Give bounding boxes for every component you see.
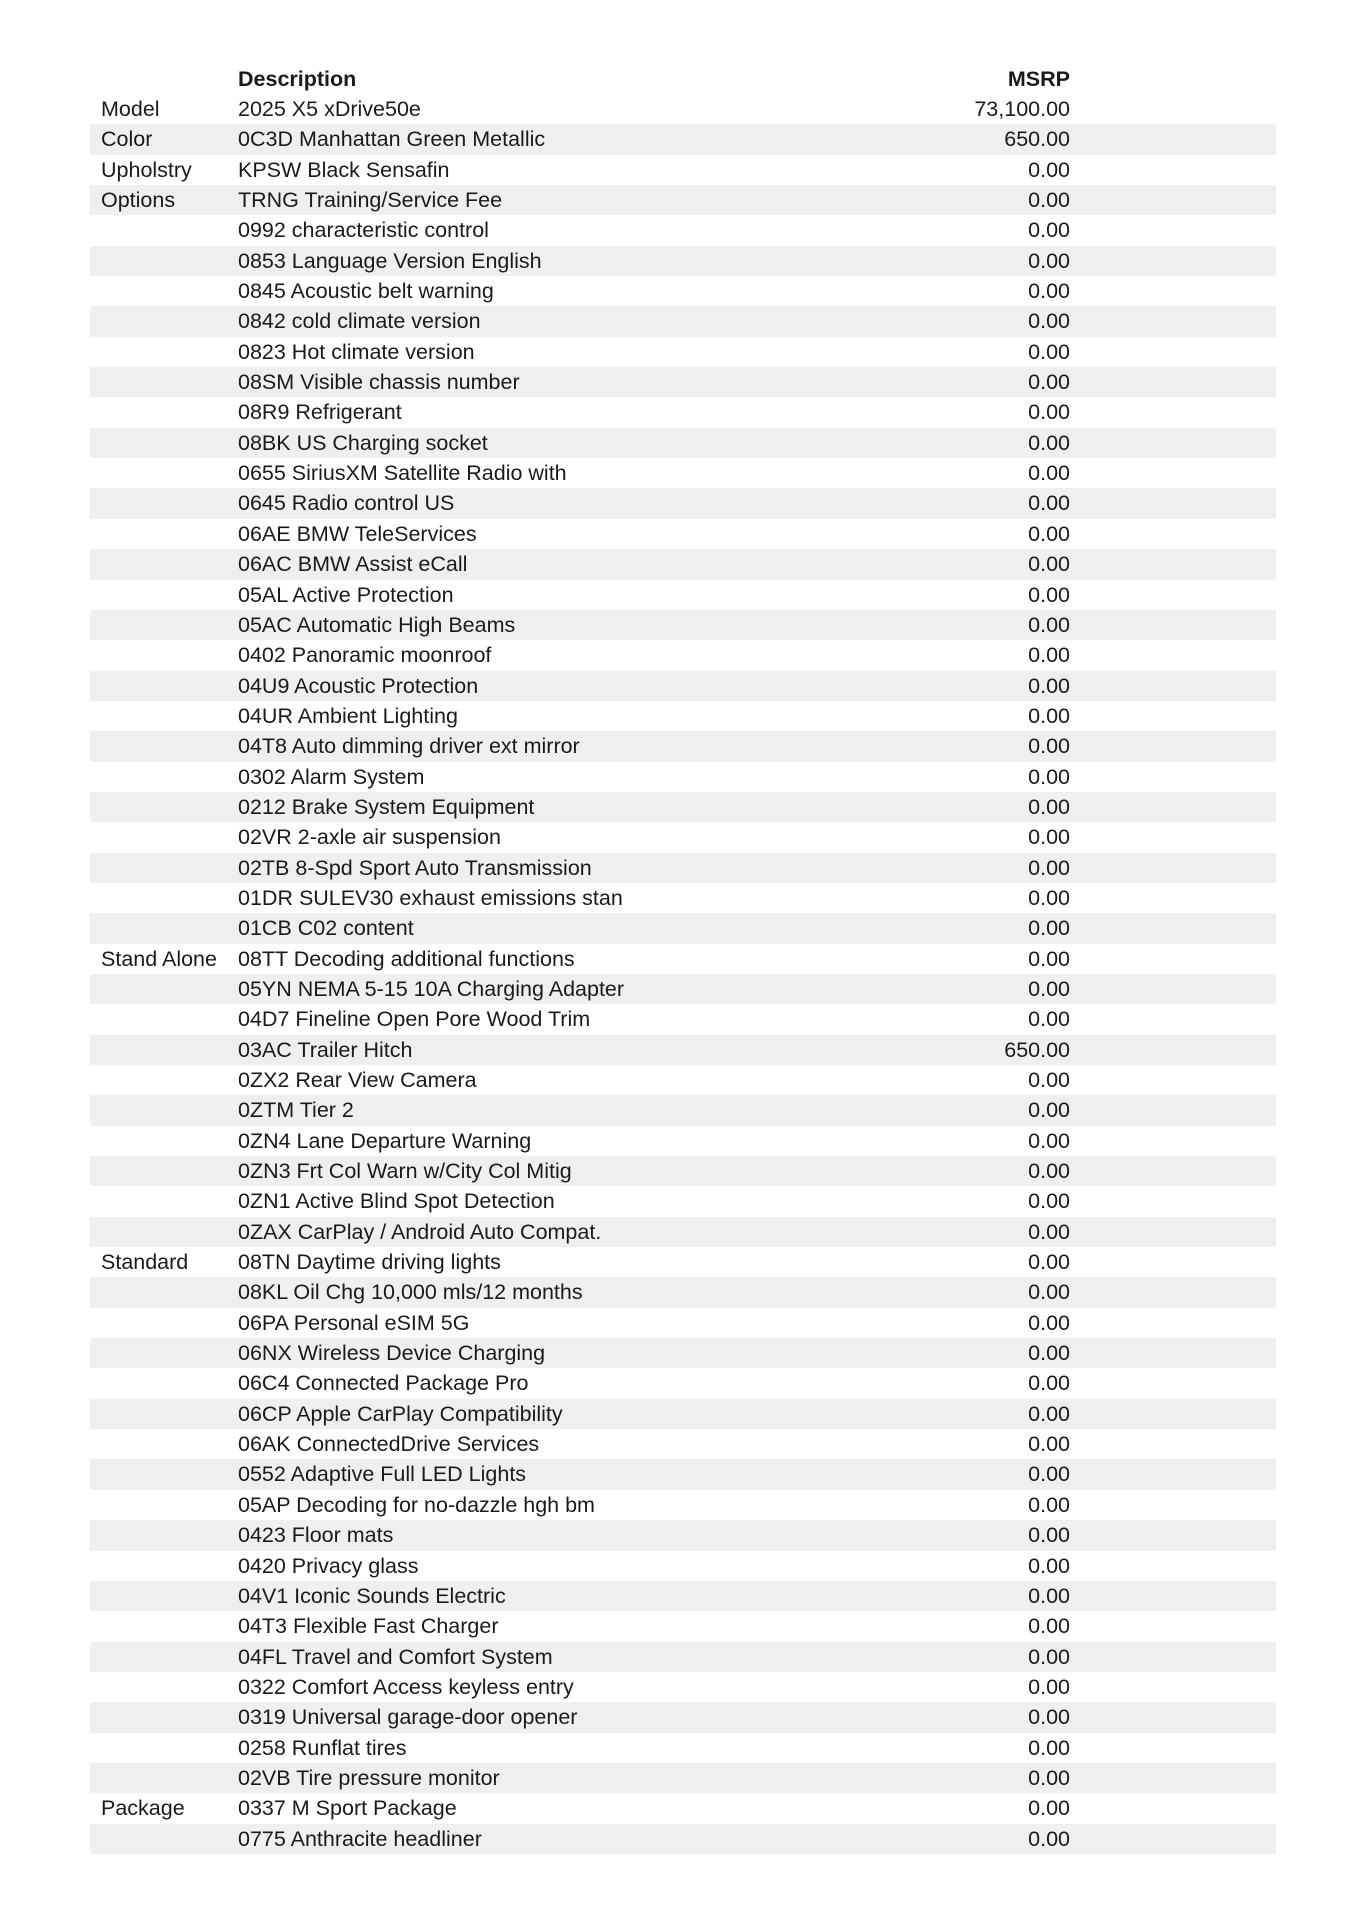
- row-description: 0212 Brake System Equipment: [238, 794, 535, 819]
- row-msrp: 0.00: [1028, 825, 1070, 850]
- table-row: [90, 185, 1276, 215]
- table-row: [90, 1126, 1276, 1156]
- row-msrp: 0.00: [1028, 582, 1070, 607]
- row-msrp: 0.00: [1028, 1280, 1070, 1305]
- row-description: 04V1 Iconic Sounds Electric: [238, 1583, 506, 1608]
- row-msrp: 0.00: [1028, 1432, 1070, 1457]
- row-description: 05AP Decoding for no-dazzle hgh bm: [238, 1492, 595, 1517]
- table-row: [90, 215, 1276, 245]
- row-description: 06AK ConnectedDrive Services: [238, 1432, 540, 1457]
- row-msrp: 0.00: [1028, 339, 1070, 364]
- row-category: Stand Alone: [101, 946, 217, 971]
- table-row: [90, 731, 1276, 761]
- row-msrp: 0.00: [1028, 1068, 1070, 1092]
- table-row: [90, 610, 1276, 640]
- row-description: 0823 Hot climate version: [238, 339, 475, 364]
- table-row: [90, 246, 1276, 276]
- row-description: 0775 Anthracite headliner: [238, 1826, 482, 1851]
- table-row: [90, 701, 1276, 731]
- row-description: 04T3 Flexible Fast Charger: [238, 1614, 499, 1639]
- row-description: 0655 SiriusXM Satellite Radio with: [238, 461, 567, 486]
- row-description: 0337 M Sport Package: [238, 1796, 457, 1821]
- table-row: [90, 1035, 1276, 1065]
- table-row: [90, 944, 1276, 974]
- table-row: [90, 488, 1276, 518]
- row-description: 0ZTM Tier 2: [238, 1098, 354, 1123]
- row-msrp: 0.00: [1028, 1128, 1070, 1153]
- row-description: 05AC Automatic High Beams: [238, 612, 516, 637]
- row-msrp: 0.00: [1028, 157, 1070, 182]
- table-row: [90, 1611, 1276, 1641]
- row-description: 0258 Runflat tires: [238, 1735, 407, 1760]
- row-msrp: 0.00: [1028, 1765, 1070, 1790]
- row-description: 08R9 Refrigerant: [238, 400, 402, 425]
- table-header: [90, 64, 1276, 94]
- row-msrp: 0.00: [1028, 976, 1070, 1001]
- row-description: 01DR SULEV30 exhaust emissions stan: [238, 885, 623, 910]
- row-description: 08SM Visible chassis number: [238, 370, 520, 395]
- row-msrp: 0.00: [1028, 279, 1070, 304]
- row-msrp: 0.00: [1028, 400, 1070, 425]
- table-row: [90, 1156, 1276, 1186]
- table-row: [90, 1065, 1276, 1095]
- table-row: [90, 1551, 1276, 1581]
- row-description: 02VR 2-axle air suspension: [238, 825, 501, 850]
- table-row: [90, 1702, 1276, 1732]
- table-row: [90, 1186, 1276, 1216]
- row-msrp: 0.00: [1028, 612, 1070, 637]
- table-row: [90, 883, 1276, 913]
- table-row: [90, 1095, 1276, 1125]
- row-description: 06AC BMW Assist eCall: [238, 552, 468, 577]
- row-msrp: 0.00: [1028, 946, 1070, 971]
- table-row: [90, 397, 1276, 427]
- row-msrp: 0.00: [1028, 703, 1070, 728]
- row-description: TRNG Training/Service Fee: [238, 188, 503, 213]
- row-msrp: 0.00: [1028, 1401, 1070, 1426]
- row-msrp: 0.00: [1028, 491, 1070, 516]
- table-row: [90, 519, 1276, 549]
- row-msrp: 0.00: [1028, 1705, 1070, 1730]
- table-row: [90, 1733, 1276, 1763]
- table-row: [90, 974, 1276, 1004]
- row-description: 0402 Panoramic moonroof: [238, 643, 492, 668]
- table-row: [90, 1672, 1276, 1702]
- row-description: 0319 Universal garage-door opener: [238, 1705, 578, 1730]
- row-description: 08TT Decoding additional functions: [238, 946, 575, 971]
- row-msrp: 0.00: [1028, 188, 1070, 213]
- row-description: 0ZN3 Frt Col Warn w/City Col Mitig: [238, 1159, 572, 1184]
- row-description: 06AE BMW TeleServices: [238, 521, 477, 546]
- row-description: 0ZN1 Active Blind Spot Detection: [238, 1189, 555, 1214]
- row-description: 0322 Comfort Access keyless entry: [238, 1674, 574, 1699]
- row-description: 02VB Tire pressure monitor: [238, 1765, 500, 1790]
- table-row: [90, 1824, 1276, 1854]
- row-msrp: 73,100.00: [974, 97, 1070, 121]
- row-category: Color: [101, 127, 153, 152]
- row-description: 04T8 Auto dimming driver ext mirror: [238, 734, 580, 759]
- row-description: 0ZN4 Lane Departure Warning: [238, 1128, 532, 1153]
- row-description: 0992 characteristic control: [238, 218, 489, 243]
- row-msrp: 0.00: [1028, 1189, 1070, 1214]
- row-category: Package: [101, 1796, 185, 1821]
- table-row: [90, 155, 1276, 185]
- table-row: [90, 1642, 1276, 1672]
- row-msrp: 0.00: [1028, 1644, 1070, 1669]
- table-row: [90, 671, 1276, 701]
- row-description: 0420 Privacy glass: [238, 1553, 419, 1578]
- row-msrp: 0.00: [1028, 1583, 1070, 1608]
- table-row: [90, 306, 1276, 336]
- row-description: 0645 Radio control US: [238, 491, 455, 516]
- table-row: [90, 1429, 1276, 1459]
- row-msrp: 0.00: [1028, 1492, 1070, 1517]
- row-msrp: 0.00: [1028, 1007, 1070, 1032]
- table-row: [90, 913, 1276, 943]
- row-msrp: 0.00: [1028, 855, 1070, 880]
- table-row: [90, 792, 1276, 822]
- row-msrp: 0.00: [1028, 794, 1070, 819]
- table-row: [90, 1247, 1276, 1277]
- row-msrp: 0.00: [1028, 1462, 1070, 1487]
- row-msrp: 0.00: [1028, 1735, 1070, 1760]
- row-msrp: 0.00: [1028, 885, 1070, 910]
- row-description: 04D7 Fineline Open Pore Wood Trim: [238, 1007, 591, 1032]
- row-msrp: 0.00: [1028, 916, 1070, 941]
- row-description: 03AC Trailer Hitch: [238, 1037, 413, 1062]
- row-msrp: 0.00: [1028, 1553, 1070, 1578]
- table-row: [90, 549, 1276, 579]
- table-row: [90, 1368, 1276, 1398]
- row-description: 0845 Acoustic belt warning: [238, 279, 494, 304]
- table-row: [90, 458, 1276, 488]
- row-category: Standard: [101, 1250, 189, 1275]
- msrp-options-table: [90, 64, 1276, 1854]
- row-msrp: 650.00: [1004, 1037, 1070, 1062]
- table-row: [90, 337, 1276, 367]
- row-msrp: 0.00: [1028, 461, 1070, 486]
- table-row: [90, 580, 1276, 610]
- table-row: [90, 124, 1276, 154]
- row-msrp: 0.00: [1028, 430, 1070, 455]
- row-msrp: 0.00: [1028, 1250, 1070, 1275]
- table-row: [90, 640, 1276, 670]
- table-row: [90, 1459, 1276, 1489]
- row-description: 06NX Wireless Device Charging: [238, 1341, 546, 1366]
- row-description: 0842 cold climate version: [238, 309, 481, 334]
- table-row: [90, 1308, 1276, 1338]
- row-description: 06CP Apple CarPlay Compatibility: [238, 1401, 563, 1426]
- row-description: 0302 Alarm System: [238, 764, 425, 789]
- row-msrp: 0.00: [1028, 764, 1070, 789]
- column-header-description: Description: [238, 67, 357, 91]
- row-msrp: 0.00: [1028, 643, 1070, 668]
- table-row: [90, 1520, 1276, 1550]
- row-msrp: 0.00: [1028, 309, 1070, 334]
- row-description: 0ZAX CarPlay / Android Auto Compat.: [238, 1219, 602, 1244]
- row-msrp: 0.00: [1028, 1371, 1070, 1396]
- table-row: [90, 367, 1276, 397]
- row-description: 02TB 8-Spd Sport Auto Transmission: [238, 855, 592, 880]
- row-msrp: 0.00: [1028, 1219, 1070, 1244]
- table-row: [90, 94, 1276, 124]
- table-row: [90, 1217, 1276, 1247]
- table-row: [90, 1490, 1276, 1520]
- row-msrp: 0.00: [1028, 1341, 1070, 1366]
- row-description: 0423 Floor mats: [238, 1523, 394, 1548]
- row-msrp: 0.00: [1028, 1159, 1070, 1184]
- row-description: 05YN NEMA 5-15 10A Charging Adapter: [238, 976, 625, 1001]
- row-description: 0552 Adaptive Full LED Lights: [238, 1462, 527, 1487]
- row-description: 08KL Oil Chg 10,000 mls/12 months: [238, 1280, 583, 1305]
- row-msrp: 0.00: [1028, 248, 1070, 273]
- row-msrp: 0.00: [1028, 1614, 1070, 1639]
- row-msrp: 0.00: [1028, 552, 1070, 577]
- row-category: Model: [101, 97, 160, 121]
- row-msrp: 0.00: [1028, 734, 1070, 759]
- row-description: 0853 Language Version English: [238, 248, 542, 273]
- row-description: 04U9 Acoustic Protection: [238, 673, 479, 698]
- row-description: 2025 X5 xDrive50e: [238, 97, 421, 121]
- row-description: 04FL Travel and Comfort System: [238, 1644, 553, 1669]
- row-msrp: 0.00: [1028, 1310, 1070, 1335]
- table-row: [90, 1793, 1276, 1823]
- row-msrp: 0.00: [1028, 370, 1070, 395]
- row-msrp: 0.00: [1028, 1674, 1070, 1699]
- row-description: 08BK US Charging socket: [238, 430, 488, 455]
- row-msrp: 0.00: [1028, 521, 1070, 546]
- table-row: [90, 853, 1276, 883]
- table-row: [90, 1004, 1276, 1034]
- row-description: 05AL Active Protection: [238, 582, 454, 607]
- row-description: 06PA Personal eSIM 5G: [238, 1310, 470, 1335]
- table-row: [90, 762, 1276, 792]
- column-header-msrp: MSRP: [1007, 67, 1070, 91]
- row-msrp: 0.00: [1028, 1826, 1070, 1851]
- table-row: [90, 276, 1276, 306]
- table-row: [90, 1338, 1276, 1368]
- row-msrp: 0.00: [1028, 1796, 1070, 1821]
- row-category: Options: [101, 188, 176, 213]
- row-category: Upholstry: [101, 157, 192, 182]
- row-msrp: 0.00: [1028, 1523, 1070, 1548]
- row-description: 04UR Ambient Lighting: [238, 703, 458, 728]
- table-row: [90, 1581, 1276, 1611]
- table-row: [90, 822, 1276, 852]
- row-description: 06C4 Connected Package Pro: [238, 1371, 529, 1396]
- table-row: [90, 1277, 1276, 1307]
- table-row: [90, 428, 1276, 458]
- row-msrp: 650.00: [1004, 127, 1070, 152]
- row-description: 0ZX2 Rear View Camera: [238, 1068, 477, 1092]
- row-description: 01CB C02 content: [238, 916, 414, 941]
- table-row: [90, 1763, 1276, 1793]
- row-description: 0C3D Manhattan Green Metallic: [238, 127, 546, 152]
- row-description: 08TN Daytime driving lights: [238, 1250, 501, 1275]
- row-msrp: 0.00: [1028, 218, 1070, 243]
- table-body: [90, 94, 1276, 1854]
- row-description: KPSW Black Sensafin: [238, 157, 450, 182]
- row-msrp: 0.00: [1028, 1098, 1070, 1123]
- table-row: [90, 1399, 1276, 1429]
- row-msrp: 0.00: [1028, 673, 1070, 698]
